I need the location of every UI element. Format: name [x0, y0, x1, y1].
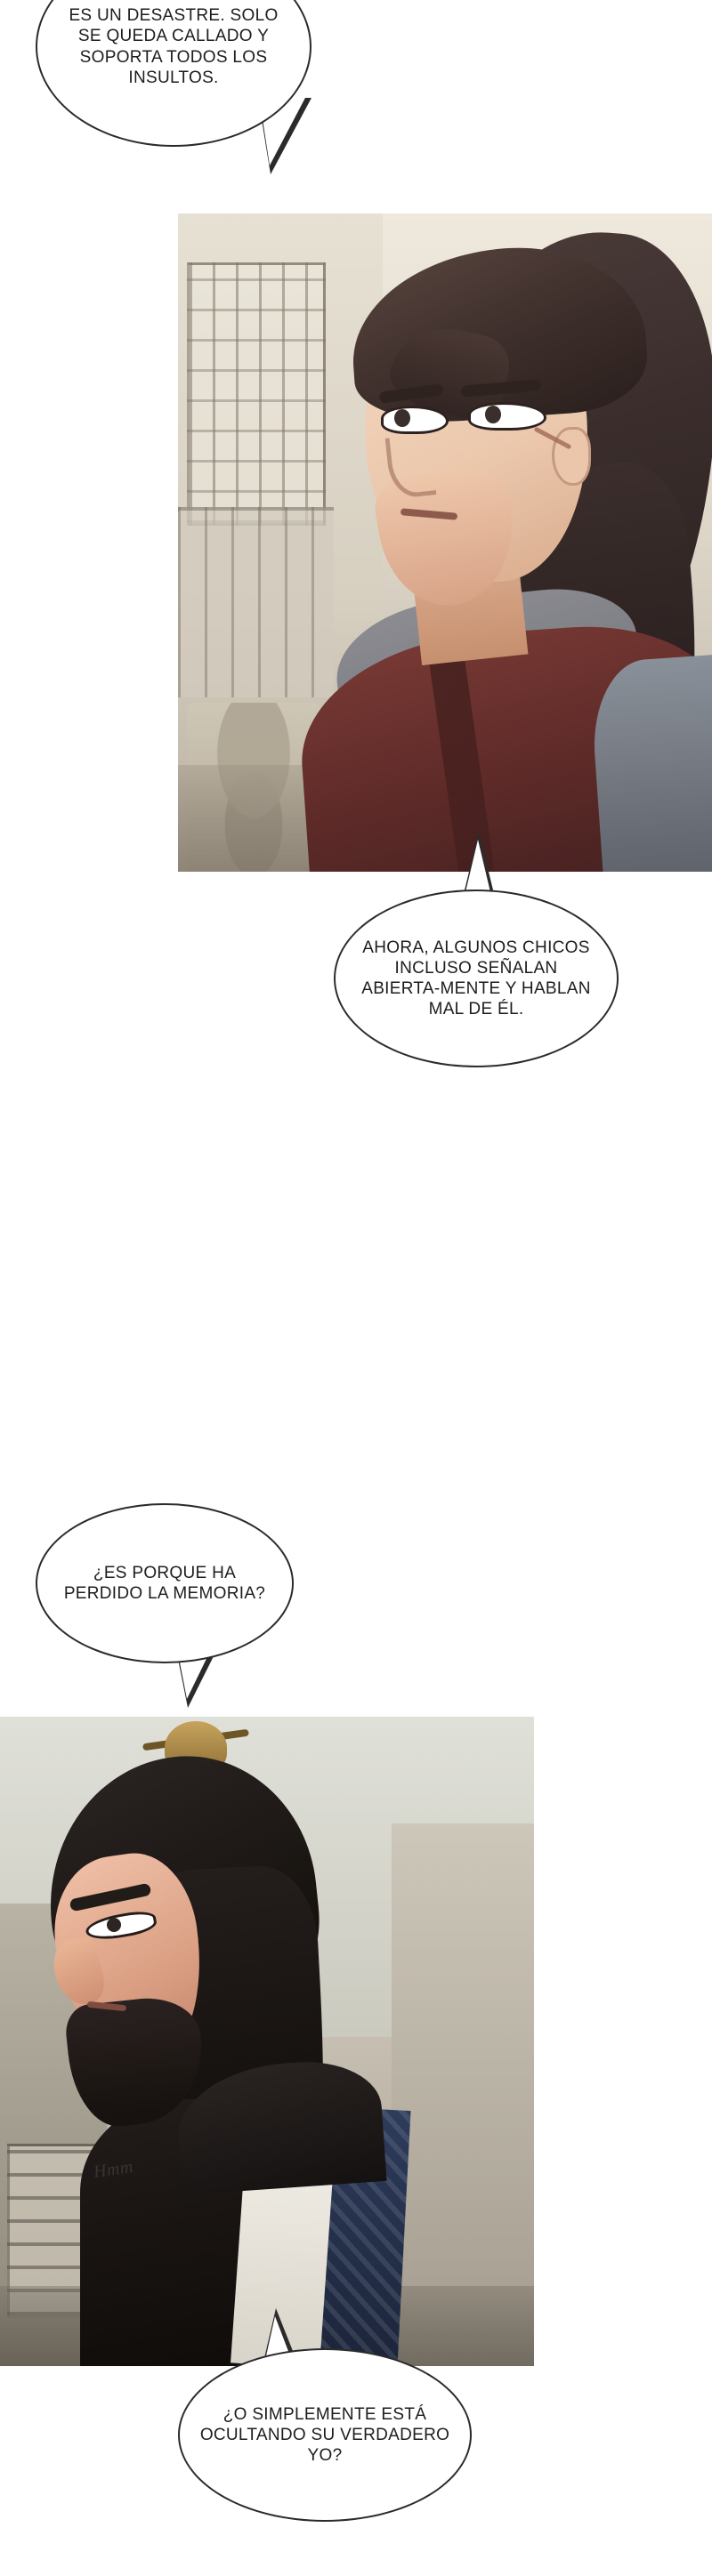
character-eye-right	[468, 402, 546, 431]
comic-panel-2	[0, 1717, 534, 2366]
speech-balloon-3-text: ¿ES PORQUE HA PERDIDO LA MEMORIA?	[63, 1563, 266, 1603]
elder-pupil	[107, 1918, 121, 1932]
character-pupil-left	[394, 409, 410, 427]
character-pupil-right	[485, 406, 501, 423]
window-lattice	[187, 262, 326, 526]
character-ear	[552, 427, 591, 486]
speech-balloon-2	[334, 890, 619, 1067]
speech-balloon-1-text: ES UN DESASTRE. SOLO SE QUEDA CALLADO Y SOPORTA TODOS LOS INSULTOS.	[69, 6, 279, 87]
window-lattice-lower	[178, 507, 334, 697]
speech-balloon-4	[178, 2348, 472, 2522]
sound-effect-hmm: Hmm	[92, 2156, 135, 2183]
speech-balloon-3	[36, 1503, 294, 1663]
speech-balloon-2-text: AHORA, ALGUNOS CHICOS INCLUSO SEÑALAN ABIERTA-MENTE Y HABLAN MAL DE ÉL.	[361, 938, 591, 1019]
comic-panel-1	[178, 213, 712, 872]
character-eye-left	[381, 406, 449, 434]
speech-balloon-4-text: ¿O SIMPLEMENTE ESTÁ OCULTANDO SU VERDADERO YO?	[199, 2404, 450, 2466]
panel2-wall-right	[392, 1823, 534, 2366]
